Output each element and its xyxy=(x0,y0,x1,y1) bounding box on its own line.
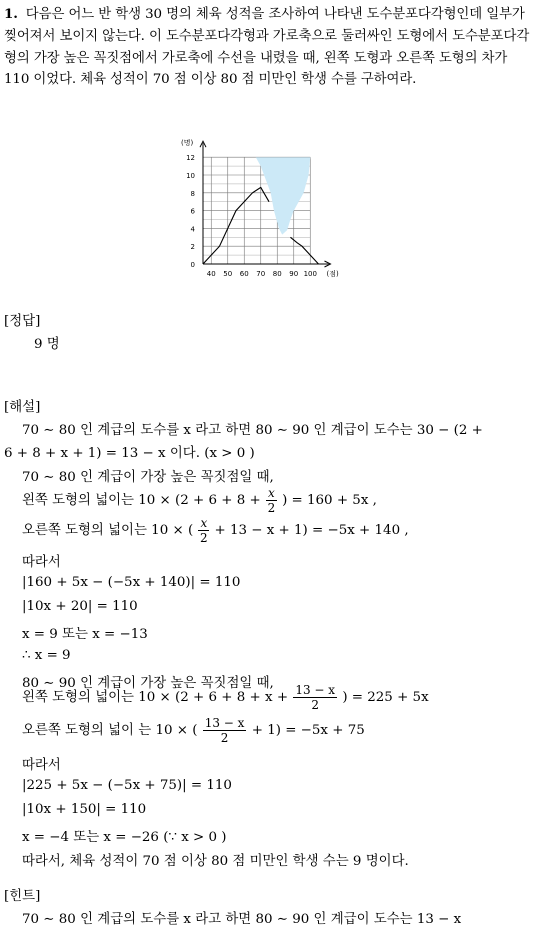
y-tick-label: 0 xyxy=(190,261,195,269)
problem-number: 1. xyxy=(4,6,18,22)
x-tick-label: 80 xyxy=(272,270,282,278)
y-tick-label: 2 xyxy=(190,243,195,252)
explanation-line: |160 + 5x − (−5x + 140)| = 110 xyxy=(22,575,241,590)
explanation-line: 따라서 xyxy=(22,758,61,773)
explanation-line: 70 ∼ 80 인 계급의 도수를 x 라고 하면 80 ∼ 90 인 계급이 도수는 30 − (2 + xyxy=(22,423,483,438)
explanation-line: 따라서, 체육 성적이 70 점 이상 80 점 미만인 학생 수는 9 명이다. xyxy=(22,854,409,869)
explanation-line: 70 ∼ 80 인 계급이 가장 높은 꼭짓점일 때, xyxy=(22,470,274,485)
explanation-line: 80 ∼ 90 인 계급이 가장 높은 꼭짓점일 때, xyxy=(22,676,274,691)
explanation-line: 따라서 xyxy=(22,555,61,570)
explanation-line: 왼쪽 도형의 넓이는 10 × (2 + 6 + 8 + x + $\frac{13 - x}{2}$ ) = 225 + 5x xyxy=(22,683,429,712)
explanation-line: |10x + 150| = 110 xyxy=(22,802,147,817)
y-tick-label: 10 xyxy=(186,172,195,180)
y-tick-label: 6 xyxy=(190,207,195,216)
y-axis-label: (명) xyxy=(181,139,194,148)
explanation-line: |10x + 20| = 110 xyxy=(22,599,138,614)
hint-tag: [힌트] xyxy=(4,889,41,904)
hint-line: 70 ∼ 80 인 계급의 도수를 x 라고 하면 80 ∼ 90 인 계급이 도수는 13 − x xyxy=(22,912,462,927)
frequency-polygon-chart xyxy=(0,125,535,295)
fraction: $\frac{x}{2}$ xyxy=(200,516,208,545)
explanation-line: x = −4 또는 x = −26 (∵ x > 0 ) xyxy=(22,830,227,845)
answer-tag: [정답] xyxy=(4,314,41,329)
fraction: $\frac{x}{2}$ xyxy=(267,486,276,515)
problem-text: 다음은 어느 반 학생 30 명의 체육 성적을 조사하여 나타낸 도수분포다각형인데 일부가 찢어져서 보이지 않는다. 이 도수분포다각형과 가로축으로 둘러싸인 도형에서 도수분포다각형의 가장 높은 꼭짓점에서 가로축에 수선을 내렸을 때, 왼쪽 도형과 오른쪽 도형의 차가 110 이었다. 체육 성적이 70 점 이상 80 점 미만인 학생 수를 구하여라. xyxy=(4,7,530,88)
x-tick-label: 60 xyxy=(239,270,249,278)
explanation-line: 오른쪽 도형의 넓이는 10 × ( $\frac{x}{2}$ + 13 − x + 1) = −5x + 140 , xyxy=(22,516,409,545)
x-tick-label: 40 xyxy=(206,270,216,278)
y-tick-label: 8 xyxy=(190,189,195,198)
x-tick-label: 100 xyxy=(303,270,317,278)
x-tick-label: 90 xyxy=(289,270,299,278)
explanation-line: 6 + 8 + x + 1) = 13 − x 이다. (x > 0 ) xyxy=(4,446,255,461)
torn-region xyxy=(256,157,310,234)
x-tick-label: 70 xyxy=(256,270,266,278)
x-tick-label: 50 xyxy=(223,270,233,278)
problem-statement xyxy=(4,4,532,91)
fraction: $\frac{13 - x}{2}$ xyxy=(295,683,336,712)
explanation-line: 오른쪽 도형의 넓이 는 10 × ( $\frac{13 - x}{2}$ + 1) = −5x + 75 xyxy=(22,716,365,745)
y-tick-label: 4 xyxy=(190,225,195,234)
explanation-line: x = 9 또는 x = −13 xyxy=(22,627,148,642)
explanation-line: |225 + 5x − (−5x + 75)| = 110 xyxy=(22,778,232,793)
answer-value: 9 명 xyxy=(34,337,60,352)
x-axis-label: (점) xyxy=(326,270,339,278)
explanation-line: 왼쪽 도형의 넓이는 10 × (2 + 6 + 8 + $\frac{x}{2}$ ) = 160 + 5x , xyxy=(22,486,377,515)
explanation-line: ∴ x = 9 xyxy=(22,648,71,663)
polygon-line-left xyxy=(203,187,269,264)
explanation-tag: [해설] xyxy=(4,400,41,415)
fraction: $\frac{13 - x}{2}$ xyxy=(204,716,245,745)
y-tick-label: 12 xyxy=(186,154,195,163)
polygon-line-right xyxy=(290,237,318,264)
